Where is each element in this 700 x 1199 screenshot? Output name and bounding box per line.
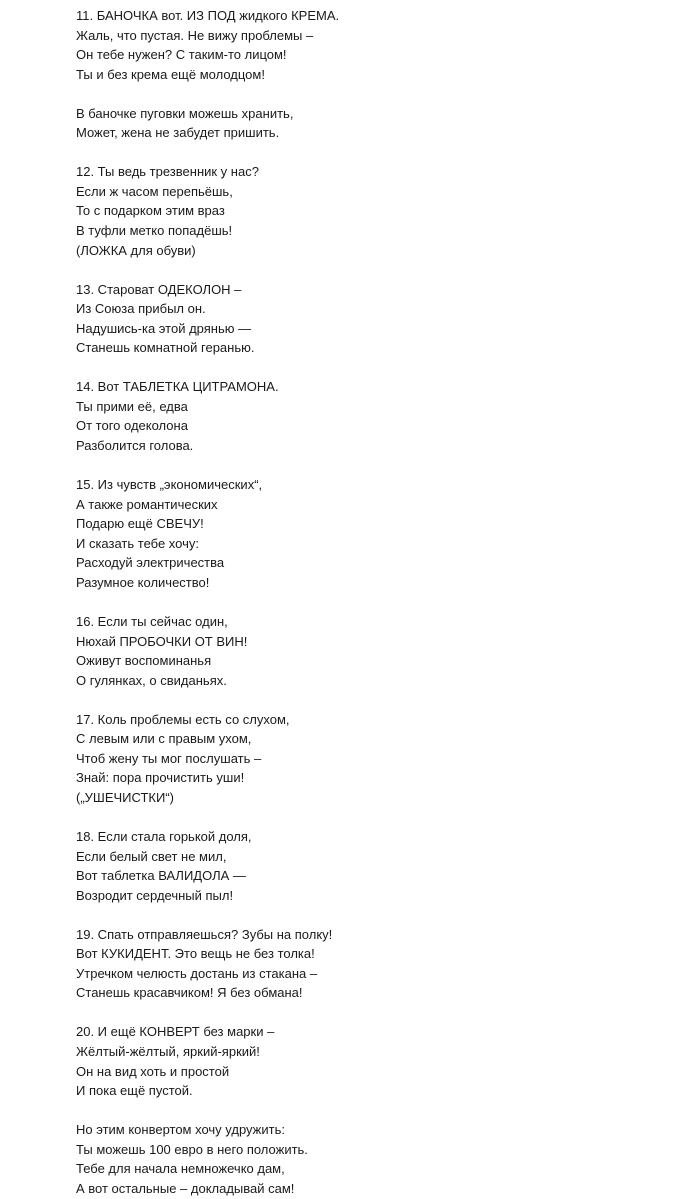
poem-line: Ты можешь 100 евро в него положить. xyxy=(76,1141,308,1157)
stanza-11 xyxy=(76,6,676,84)
stanza-13 xyxy=(76,280,676,358)
poem-line: В баночке пуговки можешь хранить, xyxy=(76,105,294,121)
poem-line: Станешь красавчиком! Я без обмана! xyxy=(76,985,303,1001)
poem-line: Если белый свет не мил, xyxy=(76,848,227,864)
poem-line: Может, жена не забудет пришить. xyxy=(76,125,280,141)
poem-line: 17. Коль проблемы есть со слухом, xyxy=(76,711,290,727)
poem-line: А вот остальные – докладывай сам! xyxy=(76,1180,295,1196)
poem-line: Но этим конвертом хочу удружить: xyxy=(76,1122,285,1138)
poem-line: Расходуй электричества xyxy=(76,555,225,571)
stanza-11-continued xyxy=(76,104,676,143)
poem-line: И сказать тебе хочу: xyxy=(76,535,199,551)
poem-line: И пока ещё пустой. xyxy=(76,1083,193,1099)
poem-line: Он тебе нужен? С таким-то лицом! xyxy=(76,47,287,63)
poem-line: Вот таблетка ВАЛИДОЛА — xyxy=(76,868,246,884)
poem-line: (ЛОЖКА для обуви) xyxy=(76,242,196,258)
poem-line: Он на вид хоть и простой xyxy=(76,1063,230,1079)
poem-line: О гулянках, о свиданьях. xyxy=(76,672,227,688)
poem-line: 13. Староват ОДЕКОЛОН – xyxy=(76,281,242,297)
poem-line: 18. Если стала горькой доля, xyxy=(76,828,252,844)
poem-line: 16. Если ты сейчас один, xyxy=(76,613,228,629)
poem-text xyxy=(76,6,676,1198)
poem-line: 20. И ещё КОНВЕРТ без марки – xyxy=(76,1024,275,1040)
poem-line: Нюхай ПРОБОЧКИ ОТ ВИН! xyxy=(76,633,248,649)
poem-line: С левым или с правым ухом, xyxy=(76,731,252,747)
poem-line: Вот КУКИДЕНТ. Это вещь не без толка! xyxy=(76,946,315,962)
poem-line: 19. Спать отправляешься? Зубы на полку! xyxy=(76,926,333,942)
stanza-15 xyxy=(76,475,676,592)
poem-line: А также романтических xyxy=(76,496,218,512)
poem-line: Знай: пора прочистить уши! xyxy=(76,770,245,786)
poem-line: 12. Ты ведь трезвенник у нас? xyxy=(76,164,259,180)
poem-line: Разболится голова. xyxy=(76,438,194,454)
poem-line: Станешь комнатной геранью. xyxy=(76,340,255,356)
poem-line: Тебе для начала немножечко дам, xyxy=(76,1161,285,1177)
stanza-20-continued xyxy=(76,1120,676,1198)
poem-line: Ты и без крема ещё молодцом! xyxy=(76,66,265,82)
poem-line: Чтоб жену ты мог послушать – xyxy=(76,750,262,766)
poem-line: В туфли метко попадёшь! xyxy=(76,223,233,239)
poem-line: 11. БАНОЧКА вот. ИЗ ПОД жидкого КРЕМА. xyxy=(76,8,340,23)
poem-line: Возродит сердечный пыл! xyxy=(76,887,234,903)
poem-line: 14. Вот ТАБЛЕТКА ЦИТРАМОНА. xyxy=(76,379,279,395)
poem-line: То с подарком этим враз xyxy=(76,203,225,219)
poem-line: („УШЕЧИСТКИ“) xyxy=(76,789,174,805)
poem-line: Из Союза прибыл он. xyxy=(76,301,206,317)
poem-line: Подарю ещё СВЕЧУ! xyxy=(76,516,204,532)
poem-line: Оживут воспоминанья xyxy=(76,653,212,669)
stanza-17 xyxy=(76,710,676,808)
stanza-14 xyxy=(76,377,676,455)
stanza-19 xyxy=(76,925,676,1003)
poem-line: 15. Из чувств „экономических“, xyxy=(76,477,263,493)
poem-line: Разумное количество! xyxy=(76,574,210,590)
stanza-20 xyxy=(76,1022,676,1100)
poem-line: Жаль, что пустая. Не вижу проблемы – xyxy=(76,27,314,43)
stanza-16 xyxy=(76,612,676,690)
poem-line: Надушись-ка этой дрянью — xyxy=(76,320,252,336)
poem-line: Ты прими её, едва xyxy=(76,398,188,414)
stanza-18 xyxy=(76,827,676,905)
poem-line: От того одеколона xyxy=(76,418,188,434)
stanza-12 xyxy=(76,162,676,260)
poem-line: Жёлтый-жёлтый, яркий-яркий! xyxy=(76,1043,260,1059)
poem-line: Если ж часом перепьёшь, xyxy=(76,183,233,199)
poem-line: Утречком челюсть достань из стакана – xyxy=(76,965,318,981)
